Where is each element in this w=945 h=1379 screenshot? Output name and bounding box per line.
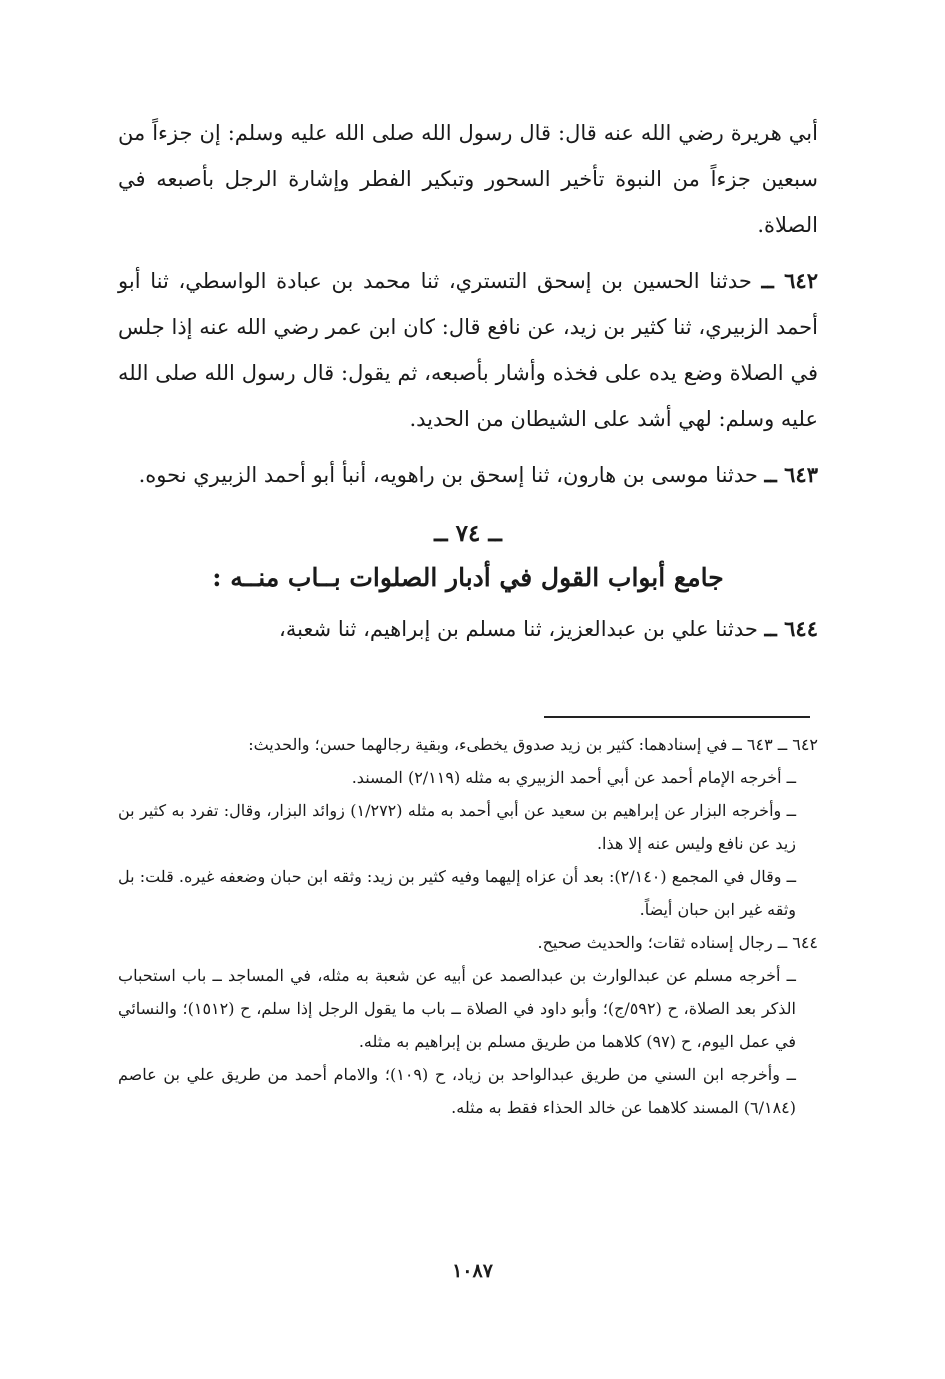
- footnotes: [118, 728, 818, 1124]
- chapter-title: جامع أبواب القول في أدبار الصلوات بــاب منــه :: [212, 563, 724, 592]
- hadith-642: [118, 258, 818, 442]
- footnote-line: ــ وأخرجه ابن السني من طريق عبدالواحد بن زياد، ح (١٠٩)؛ والامام أحمد من طريق علي بن عاصم (٦/١٨٤) المسند كلاهما عن خالد الحذاء فقط به مثله.: [118, 1065, 796, 1117]
- hadith-644: [118, 606, 818, 652]
- footnote-line: ــ وقال في المجمع (٢/١٤٠): بعد أن عزاه إليهما وفيه كثير بن زيد: وثقه ابن حبان وضعفه غيره. قلت: بل وثقه غير ابن حبان أيضاً.: [118, 867, 797, 919]
- hadith-text: حدثنا الحسين بن إسحق التستري، ثنا محمد بن عبادة الواسطي، ثنا أبو أحمد الزبيري، ثنا كثير بن زيد، عن نافع قال: كان ابن عمر رضي الله عنه إذا جلس في الصلاة وضع يده على فخذه وأشار بأصبعه، ثم يقول: قال رسول الله صلى الله عليه وسلم: لهي أشد على الشيطان من الحديد.: [118, 269, 818, 431]
- hadith-number: ٦٤٣ ــ: [764, 462, 818, 487]
- hadith-number: ٦٤٤ ــ: [764, 616, 818, 641]
- main-text: [118, 110, 818, 662]
- hadith-number: ٦٤٢ ــ: [761, 268, 818, 293]
- paragraph-continuation: أبي هريرة رضي الله عنه قال: قال رسول الله صلى الله عليه وسلم: إن جزءاً من سبعين جزءاً من النبوة تأخير السحور وتبكير الفطر وإشارة الرجل بأصبعه في الصلاة.: [118, 121, 818, 237]
- footnote-line: ــ وأخرجه البزار عن إبراهيم بن سعيد عن أبي أحمد به مثله (١/٢٧٢) زوائد البزار، وقال: تفرد به كثير بن زيد عن نافع وليس عنه إلا هذا.: [118, 801, 797, 853]
- chapter-number: ــ ٧٤ ــ: [434, 520, 502, 547]
- footnote-line: ــ أخرجه مسلم عن عبدالوارث بن عبدالصمد عن أبيه عن شعبة به مثله، في المساجد ــ باب استحباب الذكر بعد الصلاة، ح (٥٩٢/ج)؛ وأبو داود في الصلاة ــ باب ما يقول الرجل إذا سلم، ح (١٥١٢)؛ والنسائي في عمل اليوم، ح (٩٧) كلاهما من طريق مسلم بن إبراهيم به مثله.: [118, 966, 796, 1051]
- hadith-643: [118, 452, 818, 498]
- page-number: ١٠٨٧: [452, 1260, 493, 1282]
- hadith-text: حدثنا علي بن عبدالعزيز، ثنا مسلم بن إبراهيم، ثنا شعبة،: [279, 617, 758, 641]
- footnote-642-643: [118, 728, 818, 926]
- footnote-separator: [544, 716, 810, 718]
- hadith-text: حدثنا موسى بن هارون، ثنا إسحق بن راهويه، أنبأ أبو أحمد الزبيري نحوه.: [138, 463, 758, 487]
- footnote-644: [118, 926, 818, 1124]
- footnote-head: ٦٤٢ ــ ٦٤٣ ــ في إسنادهما: كثير بن زيد صدوق يخطىء، وبقية رجالهما حسن؛ والحديث:: [248, 735, 818, 754]
- footnote-head: ٦٤٤ ــ رجال إسناده ثقات؛ والحديث صحيح.: [537, 933, 818, 952]
- footnote-line: ــ أخرجه الإمام أحمد عن أبي أحمد الزبيري به مثله (٢/١١٩) المسند.: [351, 768, 796, 787]
